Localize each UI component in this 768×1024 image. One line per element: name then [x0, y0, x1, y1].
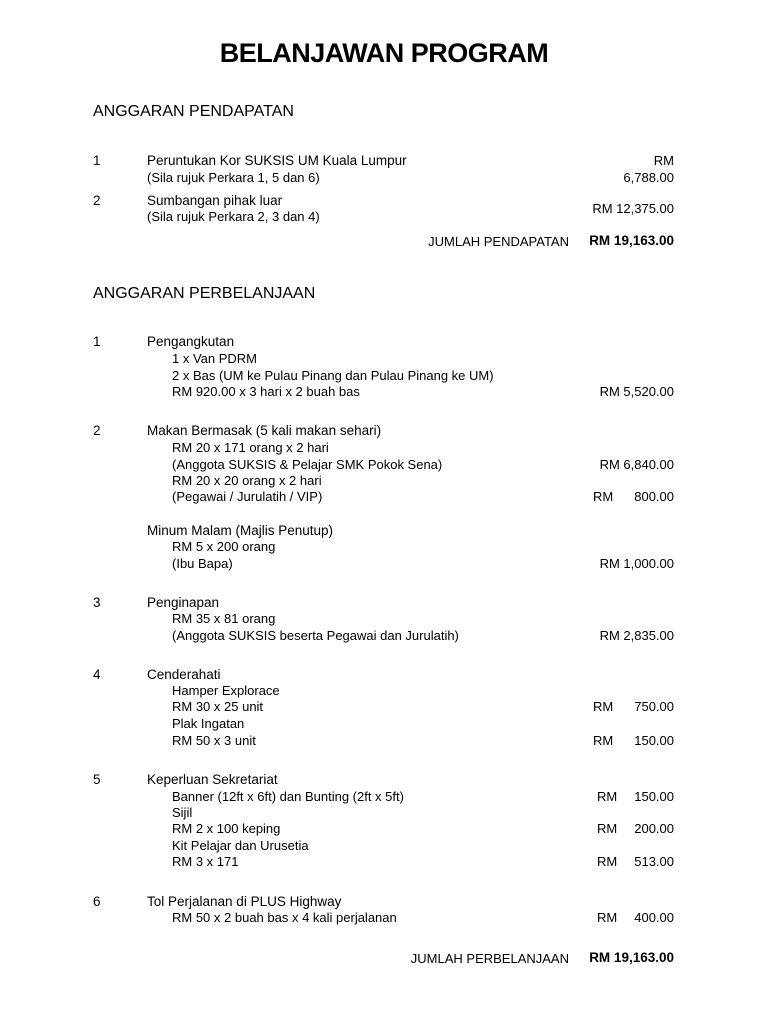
income-item-title: Sumbangan pihak luar: [147, 193, 283, 208]
expense-item-title: Minum Malam (Majlis Penutup): [147, 523, 334, 538]
expense-item-number: 5: [93, 772, 101, 787]
expense-item-title: Pengangkutan: [147, 334, 235, 349]
expense-amount: 400.00: [634, 910, 674, 925]
expense-line: Banner (12ft x 6ft) dan Bunting (2ft x 5ft): [172, 789, 404, 804]
income-item-amount: RM 12,375.00: [592, 201, 674, 216]
expense-amount: 800.00: [634, 489, 674, 504]
income-item-amount: 6,788.00: [623, 170, 674, 185]
expense-amount: RM 5,520.00: [599, 384, 674, 399]
expense-line: RM 920.00 x 3 hari x 2 buah bas: [172, 384, 360, 399]
income-item-title: Peruntukan Kor SUKSIS UM Kuala Lumpur: [147, 153, 407, 168]
expense-line: (Ibu Bapa): [172, 556, 233, 571]
expense-amount: 150.00: [634, 733, 674, 748]
expense-line: RM 50 x 2 buah bas x 4 kali perjalanan: [172, 910, 397, 925]
expense-line: 1 x Van PDRM: [172, 351, 258, 366]
expense-amount: RM 6,840.00: [599, 457, 674, 472]
expense-item-number: 6: [93, 894, 101, 909]
expense-line: RM 50 x 3 unit: [172, 733, 256, 748]
income-total-amount: RM 19,163.00: [589, 233, 674, 248]
expense-line: Plak Ingatan: [172, 716, 245, 731]
income-item-number: 1: [93, 153, 101, 168]
expense-amount: 200.00: [634, 821, 674, 836]
expense-currency: RM: [593, 733, 614, 748]
expense-item-title: Makan Bermasak (5 kali makan sehari): [147, 423, 382, 438]
expense-total-label: JUMLAH PERBELANJAAN: [410, 951, 569, 966]
expense-amount: RM 1,000.00: [599, 556, 674, 571]
expense-line: RM 5 x 200 orang: [172, 539, 276, 554]
expense-item-number: 3: [93, 595, 101, 610]
expense-item-number: 2: [93, 423, 101, 438]
expense-item-title: Penginapan: [147, 595, 220, 610]
expense-heading: ANGGARAN PERBELANJAAN: [93, 285, 316, 302]
income-item-currency: RM: [653, 153, 674, 168]
expense-line: Sijil: [172, 805, 193, 820]
page-title: BELANJAWAN PROGRAM: [219, 38, 549, 68]
expense-line: Hamper Explorace: [172, 683, 280, 698]
income-total-label: JUMLAH PENDAPATAN: [428, 234, 569, 249]
expense-amount: RM 2,835.00: [599, 628, 674, 643]
expense-currency: RM: [597, 789, 618, 804]
expense-line: (Pegawai / Jurulatih / VIP): [172, 489, 323, 504]
expense-currency: RM: [597, 821, 618, 836]
expense-line: 2 x Bas (UM ke Pulau Pinang dan Pulau Pinang ke UM): [172, 368, 494, 383]
expense-item-number: 4: [93, 667, 101, 682]
expense-item-number: 1: [93, 334, 101, 349]
expense-line: Kit Pelajar dan Urusetia: [172, 838, 309, 853]
expense-amount: 750.00: [634, 699, 674, 714]
expense-amount: 513.00: [634, 854, 674, 869]
expense-item-title: Keperluan Sekretariat: [147, 772, 278, 787]
income-heading: ANGGARAN PENDAPATAN: [93, 103, 294, 120]
expense-currency: RM: [597, 854, 618, 869]
expense-currency: RM: [593, 699, 614, 714]
expense-amount: 150.00: [634, 789, 674, 804]
income-item-note: (Sila rujuk Perkara 2, 3 dan 4): [147, 209, 320, 224]
expense-currency: RM: [597, 910, 618, 925]
expense-line: RM 3 x 171: [172, 854, 239, 869]
expense-line: RM 20 x 20 orang x 2 hari: [172, 473, 322, 488]
expense-line: (Anggota SUKSIS & Pelajar SMK Pokok Sena): [172, 457, 443, 472]
expense-line: RM 20 x 171 orang x 2 hari: [172, 440, 329, 455]
income-item-number: 2: [93, 193, 101, 208]
expense-line: (Anggota SUKSIS beserta Pegawai dan Jurulatih): [172, 628, 459, 643]
income-item-note: (Sila rujuk Perkara 1, 5 dan 6): [147, 170, 320, 185]
expense-line: RM 30 x 25 unit: [172, 699, 264, 714]
expense-item-title: Tol Perjalanan di PLUS Highway: [147, 894, 342, 909]
expense-item-title: Cenderahati: [147, 667, 221, 682]
expense-total-amount: RM 19,163.00: [589, 950, 674, 965]
expense-line: RM 2 x 100 keping: [172, 821, 281, 836]
expense-line: RM 35 x 81 orang: [172, 611, 276, 626]
expense-currency: RM: [593, 489, 614, 504]
